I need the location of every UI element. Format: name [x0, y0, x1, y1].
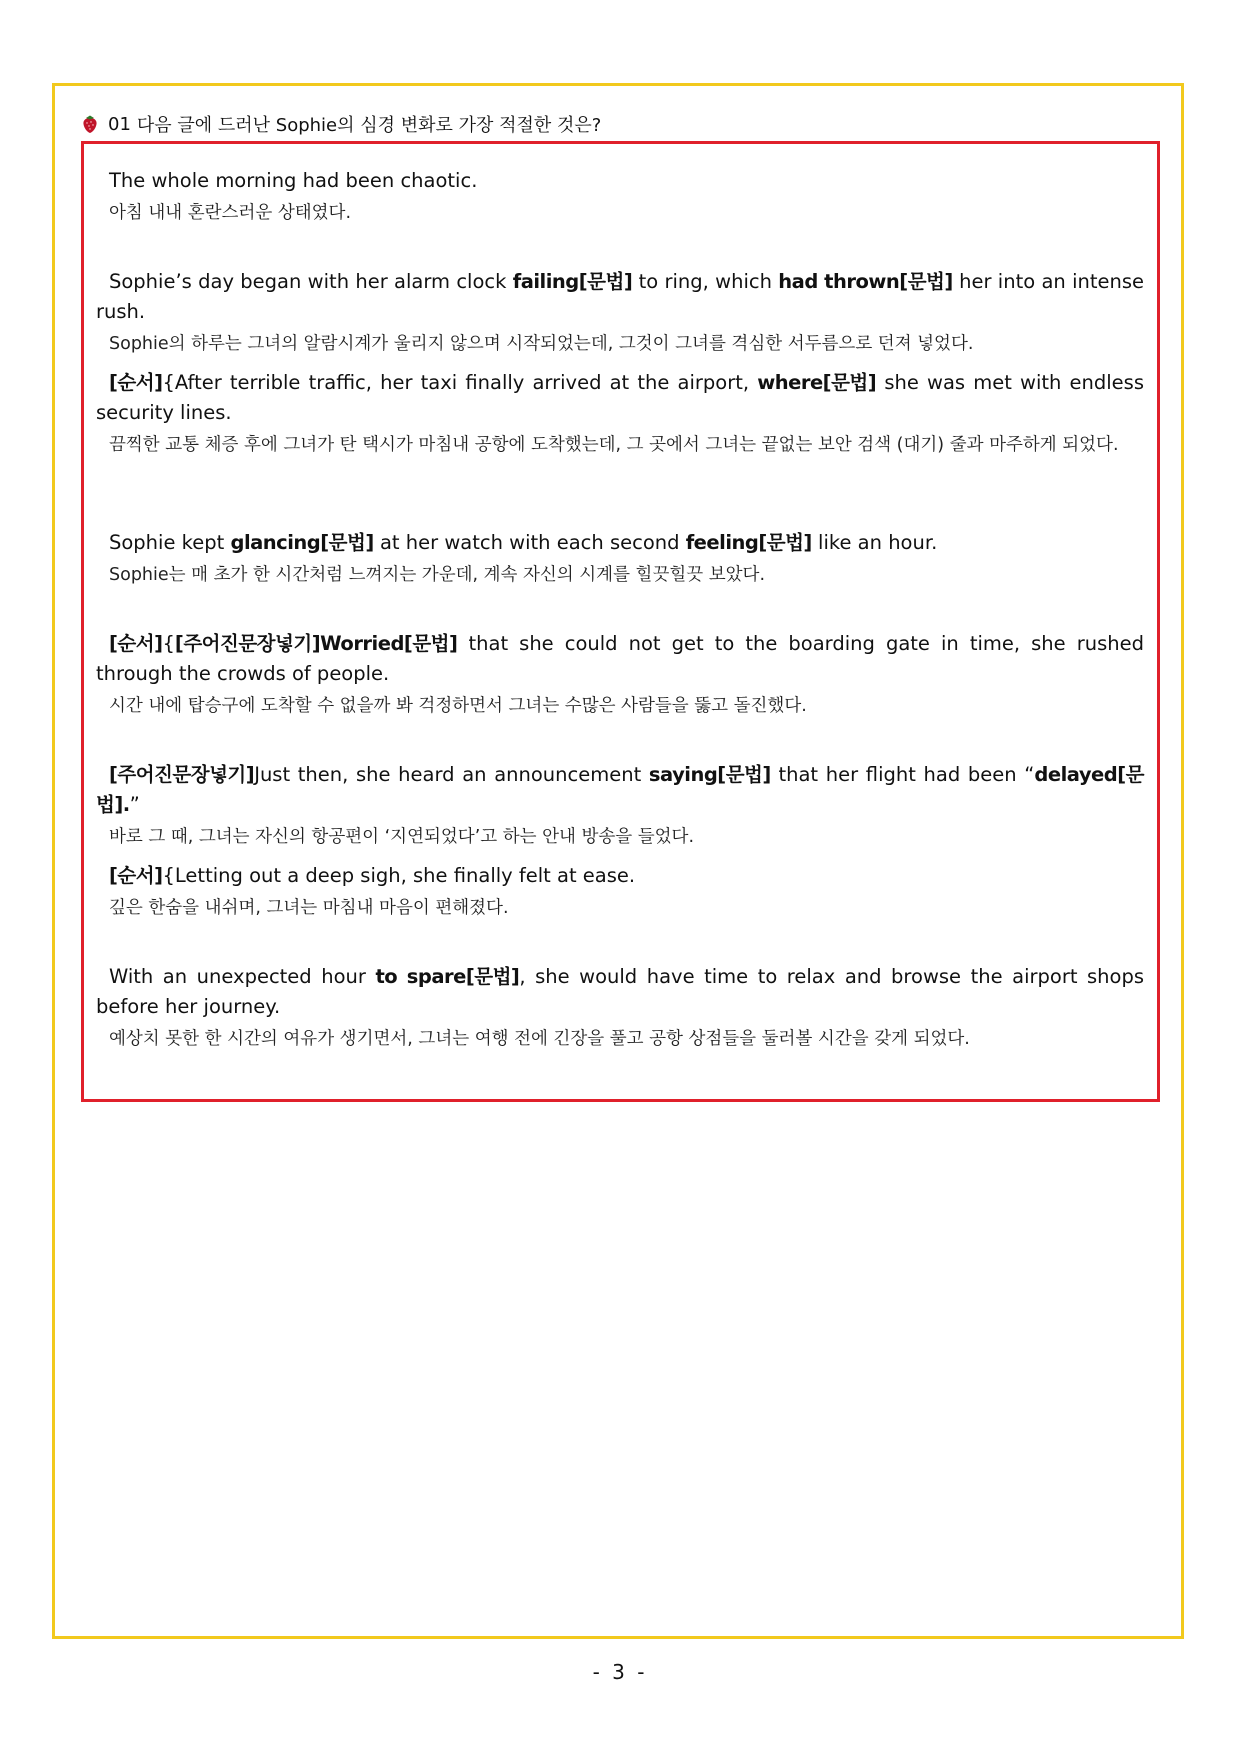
english-sentence	[96, 267, 1144, 327]
grammar-marker: glancing[문법]	[230, 531, 374, 554]
paragraph-6	[96, 760, 1144, 852]
sentence-text: like an hour.	[811, 531, 938, 554]
question-number: 01	[108, 113, 131, 135]
grammar-marker: to spare[문법]	[375, 965, 520, 988]
grammar-marker: delayed[문법].	[96, 763, 1144, 816]
paragraph-1	[96, 166, 1144, 228]
question-header	[82, 110, 601, 138]
english-sentence	[96, 166, 1144, 196]
paragraph-2	[96, 267, 1144, 359]
paragraph-8	[96, 962, 1144, 1054]
grammar-marker: had thrown[문법]	[778, 270, 953, 293]
sentence-text: {Letting out a deep sigh, she finally felt at ease.	[162, 864, 636, 887]
sentence-text: that she could not get to the boarding gate in time, she rushed through the crowds of people.	[96, 632, 1144, 685]
english-sentence	[96, 962, 1144, 1022]
grammar-marker: saying[문법]	[648, 763, 771, 786]
korean-translation: Sophie는 매 초가 한 시간처럼 느껴지는 가운데, 계속 자신의 시계를 힐끗힐끗 보았다.	[109, 565, 766, 585]
grammar-marker: Worried[문법]	[320, 632, 458, 655]
korean-translation: 시간 내에 탑승구에 도착할 수 없을까 봐 걱정하면서 그녀는 수많은 사람들을 뚫고 돌진했다.	[109, 696, 807, 716]
english-sentence	[96, 629, 1144, 689]
sentence-text: ”	[129, 793, 140, 816]
passage-box	[81, 141, 1160, 1102]
grammar-marker: failing[문법]	[512, 270, 633, 293]
page-number: - 3 -	[592, 1660, 648, 1684]
paragraph-4	[96, 528, 1144, 590]
paragraph-3	[96, 368, 1144, 460]
sentence-text: that her flight had been “	[770, 763, 1035, 786]
korean-translation: 바로 그 때, 그녀는 자신의 항공편이 ‘지연되었다’고 하는 안내 방송을 들었다.	[109, 827, 695, 847]
grammar-marker: [순서]	[109, 864, 163, 887]
sentence-text: she was met with endless security lines.	[96, 371, 1145, 424]
paragraph-5	[96, 629, 1144, 721]
english-sentence	[96, 528, 1144, 558]
english-sentence	[96, 861, 1144, 891]
korean-translation: Sophie의 하루는 그녀의 알람시계가 울리지 않으며 시작되었는데, 그것이 그녀를 격심한 서두름으로 던져 넣었다.	[109, 334, 974, 354]
korean-translation: 깊은 한숨을 내쉬며, 그녀는 마침내 마음이 편해졌다.	[109, 898, 509, 918]
sentence-text: to ring, which	[632, 270, 779, 293]
sentence-text: {After terrible traffic, her taxi finally arrived at the airport,	[162, 371, 758, 394]
sentence-text: Just then, she heard an announcement	[254, 763, 649, 786]
korean-translation: 끔찍한 교통 체증 후에 그녀가 탄 택시가 마침내 공항에 도착했는데, 그 곳에서 그녀는 끝없는 보안 검색 (대기) 줄과 마주하게 되었다.	[109, 435, 1119, 455]
english-sentence	[96, 368, 1144, 428]
sentence-text: at her watch with each second	[373, 531, 686, 554]
sentence-text: {	[162, 632, 175, 655]
grammar-marker: [순서]	[109, 632, 163, 655]
sentence-text: Sophie kept	[109, 531, 231, 554]
strawberry-bullet-icon	[82, 114, 98, 134]
sentence-text: her into an intense rush.	[96, 270, 1145, 323]
korean-translation: 아침 내내 혼란스러운 상태였다.	[109, 203, 352, 223]
korean-translation: 예상치 못한 한 시간의 여유가 생기면서, 그녀는 여행 전에 긴장을 풀고 공항 상점들을 둘러볼 시간을 갖게 되었다.	[109, 1029, 970, 1049]
grammar-marker: [주어진문장넣기]	[174, 632, 321, 655]
grammar-marker: feeling[문법]	[685, 531, 812, 554]
english-sentence	[96, 760, 1144, 820]
grammar-marker: [순서]	[109, 371, 163, 394]
grammar-marker: where[문법]	[757, 371, 877, 394]
sentence-text: Sophie’s day began with her alarm clock	[109, 270, 513, 293]
sentence-text: , she would have time to relax and browse the airport shops before her journey.	[96, 965, 1145, 1018]
question-text: 다음 글에 드러난 Sophie의 심경 변화로 가장 적절한 것은?	[136, 115, 602, 136]
sentence-text: The whole morning had been chaotic.	[109, 169, 478, 192]
paragraph-7	[96, 861, 1144, 923]
grammar-marker: [주어진문장넣기]	[109, 763, 255, 786]
sentence-text: With an unexpected hour	[109, 965, 376, 988]
